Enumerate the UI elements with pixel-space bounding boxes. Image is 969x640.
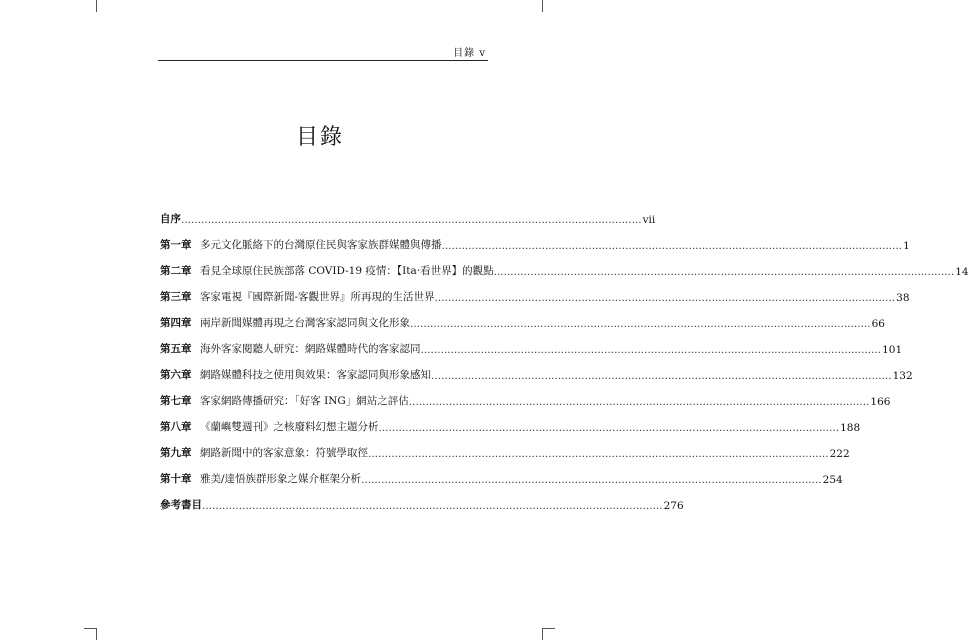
toc-entry-chapter-3	[160, 278, 910, 304]
leader-dots	[435, 292, 896, 304]
leader-dots	[410, 318, 871, 330]
running-header	[158, 42, 488, 62]
leader-dots	[421, 344, 882, 356]
leader-dots	[409, 396, 870, 408]
toc-entry-page: 66	[871, 318, 885, 330]
toc-entry-chapter-6	[160, 356, 913, 382]
header-rule	[158, 60, 488, 61]
toc-entry-label: 第三章	[160, 291, 192, 303]
toc-entry-title: 海外客家閱聽人研究：網路媒體時代的客家認同	[200, 343, 421, 355]
leader-dots	[494, 266, 955, 278]
toc-entry-title: 客家電視『國際新聞-客觀世界』所再現的生活世界	[200, 291, 435, 303]
crop-mark-bottom-right-v	[542, 628, 543, 640]
toc-entry-label: 第八章	[160, 421, 192, 433]
toc-entry-label: 第四章	[160, 317, 192, 329]
toc-entry-chapter-5	[160, 330, 903, 356]
toc-entry-label: 第二章	[160, 265, 192, 277]
toc-entry-page: 166	[870, 396, 891, 408]
toc-entry-page: vii	[642, 214, 656, 226]
toc-entry-chapter-2	[160, 252, 969, 278]
toc-entry-title: 雅美/達悟族群形象之媒介框架分析	[200, 473, 362, 485]
toc-entry-label: 第七章	[160, 395, 192, 407]
table-of-contents	[160, 200, 969, 512]
toc-entry-page: 14	[955, 266, 969, 278]
toc-entry-references	[160, 486, 684, 512]
page-title: 目錄	[295, 125, 344, 150]
toc-entry-label: 第十章	[160, 473, 192, 485]
toc-entry-page: 38	[896, 292, 910, 304]
toc-entry-title: 客家網路傳播研究：「好客 ING」網站之評估	[200, 395, 409, 407]
crop-mark-bottom-left-v	[96, 628, 97, 640]
toc-entry-chapter-4	[160, 304, 885, 330]
toc-entry-page: 222	[829, 448, 850, 460]
crop-mark-top-left	[96, 0, 97, 12]
leader-dots	[368, 448, 829, 460]
toc-entry-page: 188	[840, 422, 861, 434]
toc-entry-label: 自序	[160, 213, 181, 225]
toc-entry-chapter-8	[160, 408, 861, 434]
toc-entry-label: 第五章	[160, 343, 192, 355]
leader-dots	[361, 474, 822, 486]
toc-entry-page: 276	[663, 500, 684, 512]
toc-entry-title: 多元文化脈絡下的台灣原住民與客家族群媒體與傳播	[200, 239, 442, 251]
crop-mark-top-right	[542, 0, 543, 12]
leader-dots	[442, 240, 903, 252]
toc-entry-chapter-7	[160, 382, 891, 408]
leader-dots	[202, 500, 663, 512]
toc-entry-chapter-1	[160, 226, 910, 252]
toc-entry-preface	[160, 200, 656, 226]
crop-mark-bottom-left-h	[84, 628, 96, 629]
toc-entry-label: 第九章	[160, 447, 192, 459]
toc-entry-title: 兩岸新聞媒體再現之台灣客家認同與文化形象	[200, 317, 410, 329]
leader-dots	[181, 214, 642, 226]
toc-entry-page: 101	[882, 344, 903, 356]
toc-entry-chapter-9	[160, 434, 850, 460]
toc-entry-label: 第一章	[160, 239, 192, 251]
leader-dots	[379, 422, 840, 434]
leader-dots	[431, 370, 892, 382]
toc-entry-page: 1	[903, 240, 910, 252]
toc-entry-label: 第六章	[160, 369, 192, 381]
toc-entry-label: 參考書目	[160, 499, 202, 511]
toc-entry-page: 132	[892, 370, 913, 382]
toc-entry-chapter-10	[160, 460, 843, 486]
toc-entry-page: 254	[822, 474, 843, 486]
toc-entry-title: 網路新聞中的客家意象：符號學取徑	[200, 447, 368, 459]
crop-mark-bottom-right-h	[543, 628, 555, 629]
toc-entry-title: 看見全球原住民族部落 COVID-19 疫情：【Ita‧看世界】的觀點	[200, 265, 494, 277]
running-header-text: 目錄 v	[453, 48, 486, 59]
toc-entry-title: 《蘭嶼雙週刊》之核廢料幻想主題分析	[200, 421, 379, 433]
toc-entry-title: 網路媒體科技之使用與效果：客家認同與形象感知	[200, 369, 431, 381]
